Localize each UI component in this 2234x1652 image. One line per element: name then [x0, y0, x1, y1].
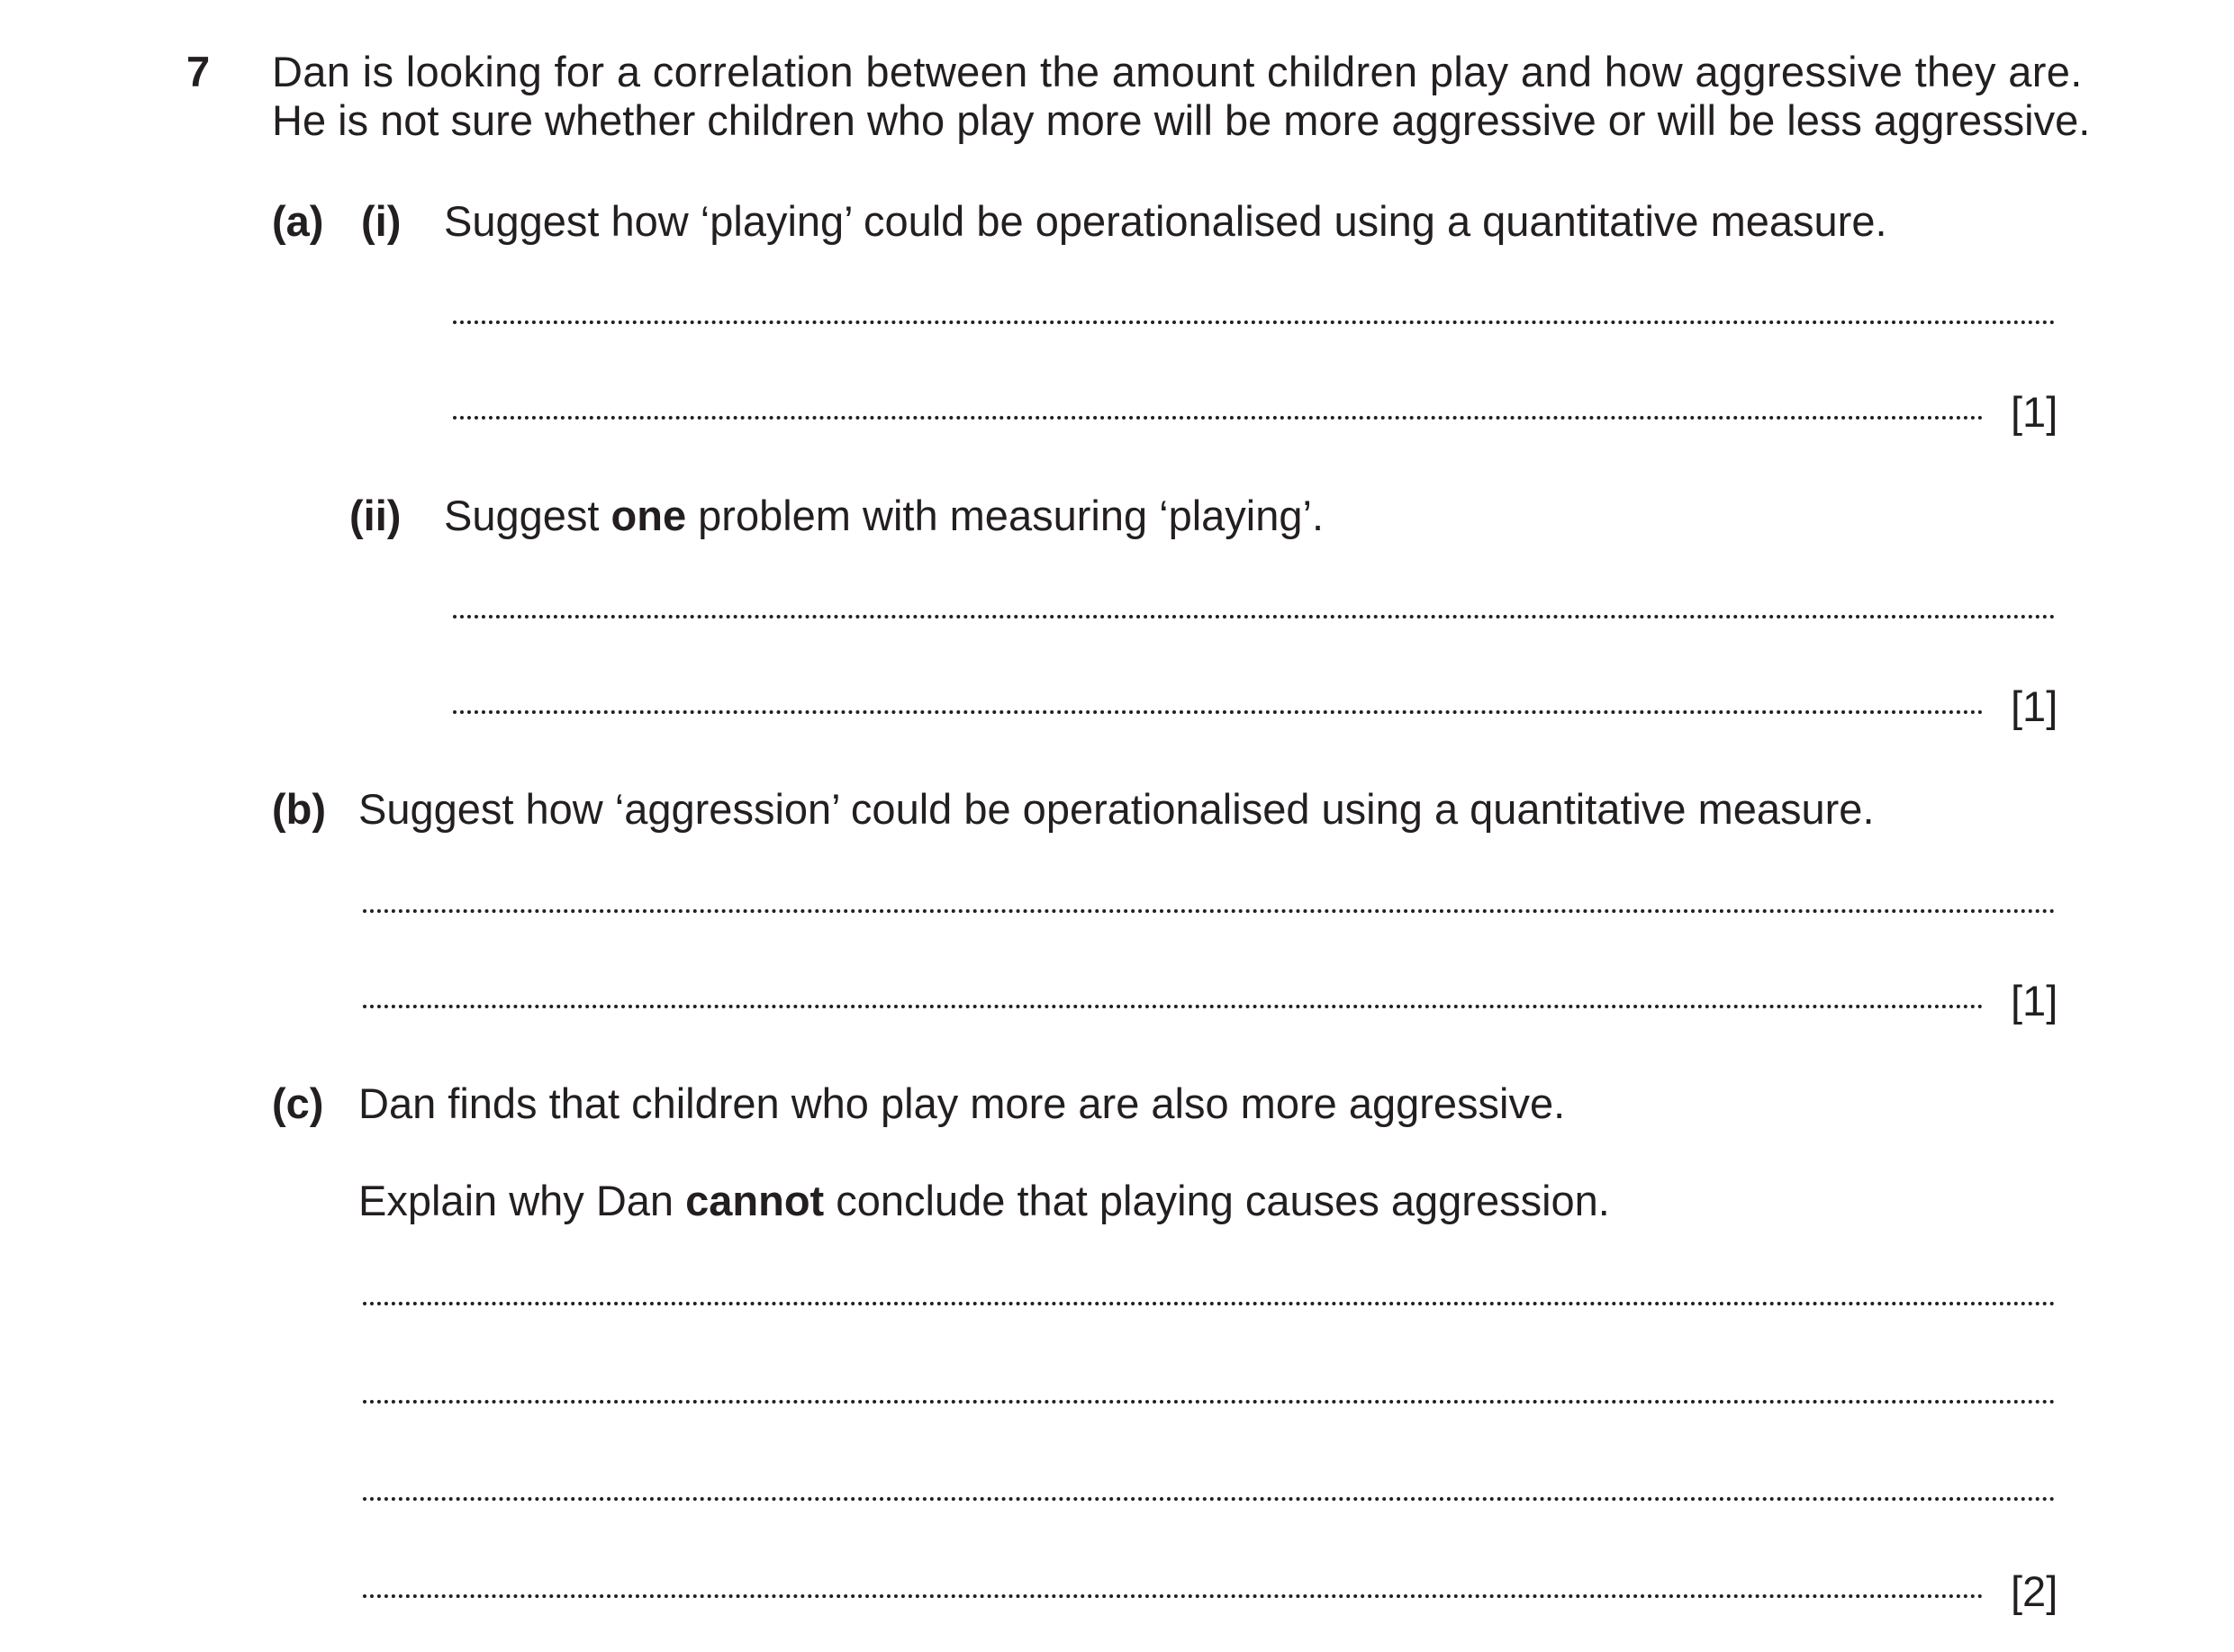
mark-c: [2] [2011, 1567, 2058, 1615]
part-b-text: Suggest how ‘aggression’ could be operationalised using a quantitative measure. [358, 785, 1875, 833]
answer-line-b-1[interactable] [363, 909, 2056, 913]
part-c-text-2-after: conclude that playing causes aggression. [824, 1177, 1610, 1224]
part-c-label: (c) [272, 1079, 324, 1127]
answer-line-a-ii-2[interactable] [453, 710, 1984, 714]
part-a-label: (a) [272, 197, 324, 245]
answer-line-c-4[interactable] [363, 1594, 1984, 1598]
part-c-text-1: Dan finds that children who play more are also more aggressive. [358, 1079, 1566, 1127]
part-c-text-2 [358, 1179, 1610, 1222]
answer-line-c-1[interactable] [363, 1302, 2056, 1305]
part-a-ii-text-before: Suggest [444, 492, 611, 539]
mark-a-i: [1] [2011, 388, 2058, 436]
mark-a-ii: [1] [2011, 682, 2058, 730]
part-a-ii-text-bold: one [611, 492, 687, 539]
question-stem-line-1: Dan is looking for a correlation between the amount children play and how aggressive they are. [272, 48, 2083, 95]
part-a-i-label: (i) [361, 197, 402, 245]
part-c-text-2-before: Explain why Dan [358, 1177, 686, 1224]
part-a-ii-text [444, 494, 1324, 537]
answer-line-a-ii-1[interactable] [453, 615, 2056, 618]
part-c-text-2-bold: cannot [685, 1177, 825, 1224]
mark-b: [1] [2011, 977, 2058, 1025]
part-a-i-text: Suggest how ‘playing’ could be operationalised using a quantitative measure. [444, 197, 1887, 245]
answer-line-c-2[interactable] [363, 1400, 2056, 1404]
part-b-label: (b) [272, 785, 327, 833]
answer-line-a-i-1[interactable] [453, 320, 2056, 324]
answer-line-c-3[interactable] [363, 1497, 2056, 1501]
part-a-ii-text-after: problem with measuring ‘playing’. [686, 492, 1325, 539]
answer-line-a-i-2[interactable] [453, 416, 1984, 420]
part-a-ii-label: (ii) [349, 492, 402, 539]
question-stem-line-2: He is not sure whether children who play more will be more aggressive or will be less aggressive. [272, 96, 2091, 144]
answer-line-b-2[interactable] [363, 1005, 1984, 1008]
question-number: 7 [186, 48, 211, 95]
